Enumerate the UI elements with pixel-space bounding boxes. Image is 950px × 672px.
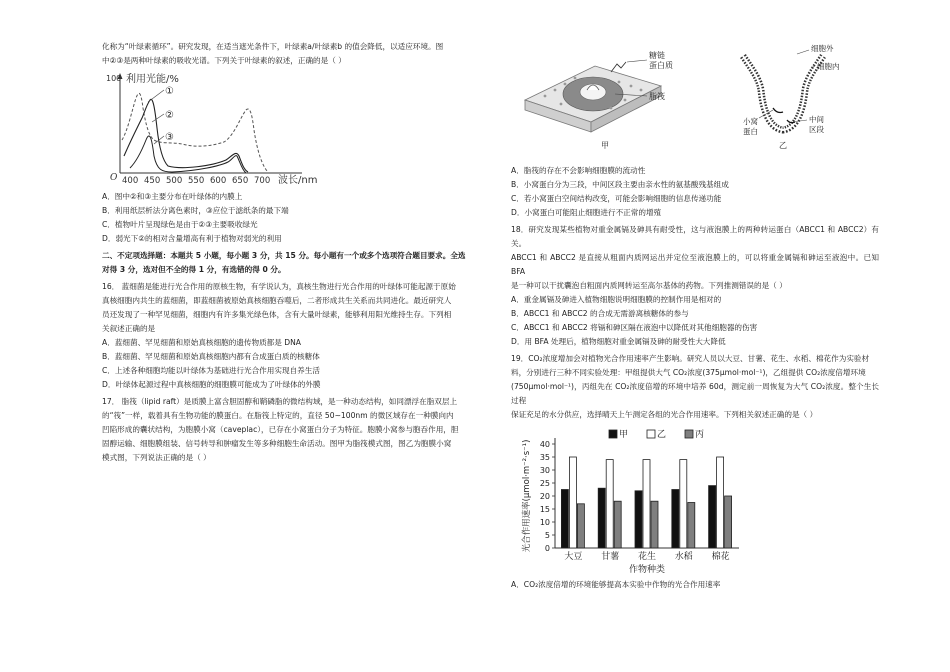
spectrum-x-tick: 700 xyxy=(254,176,271,186)
caveola-label-caveolin-1: 小窝 xyxy=(743,117,758,126)
q17-option-a: A．脂筏的存在不会影响细胞膜的流动性 xyxy=(511,166,646,175)
q16-option-b: B．蓝细菌、罕见细菌和原始真核细胞内都有合成蛋白质的核糖体 xyxy=(102,352,320,361)
caveola-caption: 乙 xyxy=(779,141,787,150)
y-tick-label: 10 xyxy=(539,518,550,527)
y-tick-label: 40 xyxy=(539,440,550,449)
spectrum-curve-1 xyxy=(122,93,268,172)
q15-option-d: D．弱光下②的相对含量增高有利于植物对弱光的利用 xyxy=(102,234,282,243)
bar-丙 xyxy=(688,503,695,549)
q18-stem-line: 是一种可以干扰囊泡自粗面内质网转运至高尔基体的药物。下列推测错误的是（ ） xyxy=(511,281,787,290)
bar-甲 xyxy=(635,491,642,548)
bar-乙 xyxy=(606,460,613,548)
spectrum-y-label: 利用光能/% xyxy=(126,74,179,85)
section-2-instruction-line-2: 对得 3 分，选对但不全的得 1 分，有选错的得 0 分。 xyxy=(102,265,286,274)
q15-option-b: B．利用纸层析法分离色素时，③应位于滤纸条的最下端 xyxy=(102,206,289,215)
membrane-figures xyxy=(511,38,879,156)
q16-stem-line: 关叙述正确的是 xyxy=(102,324,156,333)
x-axis-label: 作物种类 xyxy=(628,565,666,575)
q15-option-c: C．植物叶片呈现绿色是由于②③主要吸收绿光 xyxy=(102,220,258,229)
q19-option-a: A．CO₂浓度倍增的环境能够提高本实验中作物的光合作用速率 xyxy=(511,580,721,589)
spectrum-x-label: 波长/nm xyxy=(278,175,318,186)
legend-label: 甲 xyxy=(619,430,629,440)
absorption-spectrum-figure xyxy=(102,70,332,188)
right-column xyxy=(511,40,879,592)
bar-乙 xyxy=(680,460,687,548)
y-tick-label: 20 xyxy=(539,492,550,501)
x-tick-label: 棉花 xyxy=(711,552,730,562)
q15-intro-line-1: 化称为“叶绿素循环”。研究发现，在适当遮光条件下，叶绿素a/叶绿素b 的值会降低，以适应环境。图 xyxy=(102,42,444,51)
q17-stem-line: 固醇运输、细胞膜组装、信号转导和肿瘤发生等多种细胞生命活动。图甲为脂筏模式图，图乙为胞膜小窝 xyxy=(102,439,452,448)
section-2-instruction-line-1: 二、不定项选择题：本题共 5 小题，每小题 3 分，共 15 分。每小题有一个或多个选项符合题目要求。全选 xyxy=(102,251,466,260)
bar-甲 xyxy=(598,488,605,548)
spectrum-x-tick: 500 xyxy=(166,176,183,186)
legend-swatch-乙 xyxy=(647,430,655,438)
bar-丙 xyxy=(614,501,621,548)
caveola-label-caveolin-2: 蛋白 xyxy=(743,127,758,136)
y-tick-label: 5 xyxy=(544,531,550,540)
bar-丙 xyxy=(577,504,584,548)
left-column xyxy=(102,40,470,465)
y-tick-label: 35 xyxy=(539,453,550,462)
spectrum-x-tick: 650 xyxy=(232,176,249,186)
y-tick-label: 15 xyxy=(539,505,550,514)
caveola-label-outside: 细胞外 xyxy=(811,44,834,53)
caveola-label-inside: 细胞内 xyxy=(817,62,840,71)
legend-swatch-丙 xyxy=(685,430,693,438)
y-tick-label: 0 xyxy=(544,544,550,553)
q16-option-a: A．蓝细菌、罕见细菌和原始真核细胞的遗传物质都是 DNA xyxy=(102,338,301,347)
q16-option-d: D．叶绿体起源过程中真核细胞的细胞膜可能成为了叶绿体的外膜 xyxy=(102,380,321,389)
bar-甲 xyxy=(709,486,716,548)
spectrum-origin: O xyxy=(110,173,118,183)
q17-option-c: C．若小窝蛋白空间结构改变，可能会影响细胞的信息传递功能 xyxy=(511,194,722,203)
q17-stem-line: 的“筏”一样，载着具有生物功能的膜蛋白。在脂筏上特定的，直径 50~100nm 的微区域存在一种膜向内 xyxy=(102,411,454,420)
q17-option-b: B．小窝蛋白分为三段，中间区段主要由亲水性的氨基酸残基组成 xyxy=(511,180,729,189)
raft-caption: 甲 xyxy=(601,141,609,150)
spectrum-label-2: ② xyxy=(165,110,174,121)
q17-option-d: D．小窝蛋白可能阻止细胞进行不正常的增殖 xyxy=(511,208,662,217)
spectrum-x-tick: 600 xyxy=(210,176,227,186)
x-tick-label: 甘薯 xyxy=(601,552,620,562)
bar-乙 xyxy=(643,460,650,548)
q18-stem-line: 18．研究发现某些植物对重金属镉及砷具有耐受性，这与液泡膜上的两种转运蛋白（ABCC1 和 ABCC2）有关。 xyxy=(511,225,879,248)
q16-stem-line: 员还发现了一种罕见细菌，细胞内有许多集光绿色体，含有大量叶绿素，能够利用阳光维持生存。下列相 xyxy=(102,310,452,319)
q15-intro-line-2: 中②③是两种叶绿素的吸收光谱。下列关于叶绿素的叙述，正确的是（ ） xyxy=(102,56,346,65)
y-axis-label: 光合作用速率(μmol·m⁻²·s⁻¹) xyxy=(522,439,532,553)
spectrum-label-1: ① xyxy=(165,86,174,97)
q15-option-a: A．图中②和③主要分布在叶绿体的内膜上 xyxy=(102,192,243,201)
spectrum-y-tick-100: 100 xyxy=(106,74,122,83)
q17-stem-line: 模式图，下列说法正确的是（ ） xyxy=(102,453,211,462)
x-tick-label: 花生 xyxy=(637,552,657,562)
q17-stem-line: 凹陷形成的囊状结构，为胞膜小窝（caveplac），已存在小窝蛋白分子为特征。胞膜小窝参与胞吞作用，胆 xyxy=(102,425,459,434)
q19-stem-line: (750μmol·mol⁻¹)，丙组先在 CO₂浓度倍增的环境中培养 60d，测定前一周恢复为大气 CO₂浓度。整个生长过程 xyxy=(511,382,879,405)
y-tick-label: 25 xyxy=(539,479,550,488)
caveola-label-middle-1: 中间 xyxy=(809,115,824,124)
bar-丙 xyxy=(651,501,658,548)
q16-option-c: C．上述各种细胞均能以叶绿体为基础进行光合作用实现自养生活 xyxy=(102,366,320,375)
q18-option-c: C．ABCC1 和 ABCC2 将镉和砷区隔在液泡中以降低对其他细胞器的伤害 xyxy=(511,323,758,332)
x-tick-label: 水稻 xyxy=(674,552,693,562)
q18-stem-line: ABCC1 和 ABCC2 是直接从粗面内质网运出并定位至液泡膜上的，可以将重金属镉和砷运至液泡中。已知 BFA xyxy=(511,253,879,276)
legend-label: 乙 xyxy=(657,430,667,440)
q19-stem-line: 19．CO₂浓度增加会对植物光合作用速率产生影响。研究人员以大豆、甘薯、花生、水稻、棉花作为实验材 xyxy=(511,354,870,363)
spectrum-x-tick: 400 xyxy=(122,176,139,186)
bar-乙 xyxy=(717,457,724,548)
q19-stem-line: 料，分别进行三种不同实验处理：甲组提供大气 CO₂浓度(375μmol·mol⁻¹)，乙组提供 CO₂浓度倍增环境 xyxy=(511,368,866,377)
lipid-raft-figure xyxy=(525,50,673,150)
spectrum-label-3: ③ xyxy=(165,132,174,143)
legend-swatch-甲 xyxy=(609,430,617,438)
x-tick-label: 大豆 xyxy=(564,552,583,562)
q19-stem-line: 保证充足的水分供应，选择晴天上午测定各组的光合作用速率。下列相关叙述正确的是（ ） xyxy=(511,410,818,419)
bar-甲 xyxy=(672,490,679,549)
bar-甲 xyxy=(561,490,568,549)
raft-label: 脂筏 xyxy=(649,92,665,101)
caveola-label-middle-2: 区段 xyxy=(809,125,824,134)
caveola-figure xyxy=(743,43,840,150)
spectrum-x-tick: 450 xyxy=(144,176,161,186)
raft-label-glycoprotein-2: 蛋白质 xyxy=(649,61,673,70)
bar-乙 xyxy=(569,457,576,548)
bar-丙 xyxy=(725,496,732,548)
q18-option-a: A．重金属镉及砷进入植物细胞说明细胞膜的控制作用是相对的 xyxy=(511,295,722,304)
photosynthesis-bar-chart xyxy=(517,426,757,576)
q18-option-d: D．用 BFA 处理后，植物细胞对重金属镉及砷的耐受性大大降低 xyxy=(511,337,726,346)
legend-label: 丙 xyxy=(695,430,705,440)
q18-option-b: B．ABCC1 和 ABCC2 的合成无需游离核糖体的参与 xyxy=(511,309,689,318)
spectrum-x-tick: 550 xyxy=(188,176,205,186)
raft-label-glycoprotein-1: 糖链 xyxy=(649,51,665,60)
y-tick-label: 30 xyxy=(539,466,550,475)
q16-stem-line: 真核细胞内共生的蓝细菌，即蓝细菌被原始真核细胞吞噬后，二者形成共生关系而共同进化。最近研究人 xyxy=(102,296,452,305)
q16-stem-line: 16． 蓝细菌是能进行光合作用的原核生物，有学说认为，真核生物进行光合作用的叶绿体可能起源于原始 xyxy=(102,282,456,291)
q17-stem-line: 17． 脂筏（lipid raft）是质膜上富含胆固醇和鞘磷脂的微结构域，是一种动态结构，如同漂浮在脂双层上 xyxy=(102,397,458,406)
